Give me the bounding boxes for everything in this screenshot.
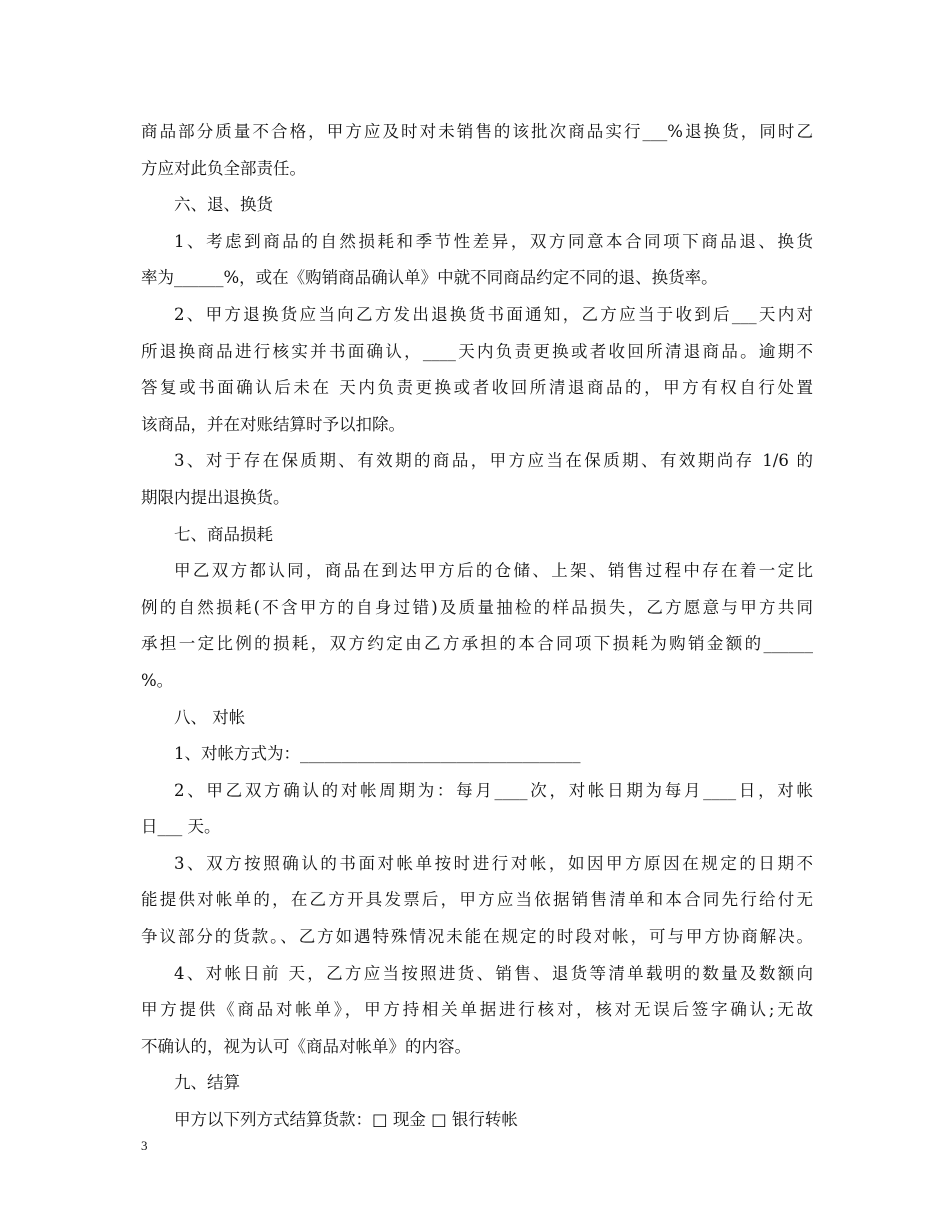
text-line: 率为______%，或在《购销商品确认单》中就不同商品约定不同的退、换货率。	[141, 268, 718, 288]
text-line: 1、考虑到商品的自然损耗和季节性差异，双方同意本合同项下商品退、换货	[174, 231, 813, 251]
text-line: 该商品，并在对账结算时予以扣除。	[141, 414, 405, 434]
text-line: 承担一定比例的损耗，双方约定由乙方承担的本合同项下损耗为购销金额的______	[141, 634, 813, 654]
text-line: 2、甲乙双方确认的对帐周期为：每月____次，对帐日期为每月____日，对帐	[174, 780, 813, 800]
text-line: 甲乙双方都认同，商品在到达甲方后的仓储、上架、销售过程中存在着一定比	[174, 561, 813, 581]
section-heading: 六、退、换货	[174, 195, 273, 215]
text-line: 答复或书面确认后未在 天内负责更换或者收回所清退商品的，甲方有权自行处置	[141, 378, 813, 398]
text-line: 日___ 天。	[141, 817, 221, 837]
section-heading: 七、商品损耗	[174, 524, 273, 544]
text-line: 1、对帐方式为：__________________________________	[174, 744, 581, 764]
section-heading: 八、 对帐	[174, 707, 246, 727]
text-line: 能提供对帐单的，在乙方开具发票后，甲方应当依据销售清单和本合同先行给付无	[141, 890, 813, 910]
text-line: 3、双方按照确认的书面对帐单按时进行对帐，如因甲方原因在规定的日期不	[174, 853, 813, 873]
text-line: %。	[141, 670, 174, 690]
text-line: 4、对帐日前 天，乙方应当按照进货、销售、退货等清单载明的数量及数额向	[174, 963, 813, 983]
text-line: 例的自然损耗(不含甲方的自身过错)及质量抽检的样品损失，乙方愿意与甲方共同	[141, 597, 813, 617]
text-line: 甲方以下列方式结算货款：□ 现金 □ 银行转帐	[174, 1110, 518, 1130]
text-line: 期限内提出退换货。	[141, 487, 290, 507]
contract-body	[141, 114, 813, 1139]
text-line: 商品部分质量不合格，甲方应及时对未销售的该批次商品实行___%退换货，同时乙	[141, 122, 813, 141]
text-line: 争议部分的货款。、乙方如遇特殊情况未能在规定的时段对帐，可与甲方协商解决。	[141, 927, 813, 947]
text-line: 甲方提供《商品对帐单》，甲方持相关单据进行核对，核对无误后签字确认;无故	[141, 1000, 813, 1020]
text-line: 2、甲方退换货应当向乙方发出退换货书面通知，乙方应当于收到后___天内对	[174, 304, 813, 324]
text-line: 所退换商品进行核实并书面确认，____天内负责更换或者收回所清退商品。逾期不	[141, 341, 813, 361]
text-line: 不确认的，视为认可《商品对帐单》的内容。	[141, 1036, 471, 1056]
text-line: 方应对此负全部责任。	[141, 158, 306, 178]
text-line: 3、对于存在保质期、有效期的商品，甲方应当在保质期、有效期尚存 1/6 的	[174, 451, 813, 471]
page-number: 3	[141, 1138, 148, 1153]
section-heading: 九、结算	[174, 1073, 240, 1093]
